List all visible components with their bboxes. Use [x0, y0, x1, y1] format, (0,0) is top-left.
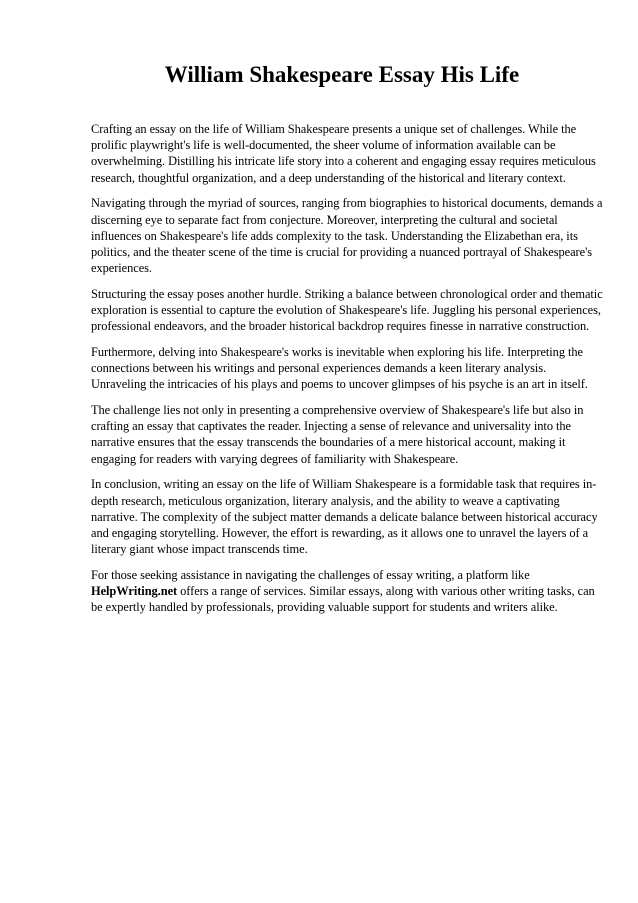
closing-text-before: For those seeking assistance in navigating the challenges of essay writing, a platform like [91, 567, 530, 582]
closing-text-after: offers a range of services. Similar essays, along with various other writing tasks, can be expertly handled by professionals, providing valuable support for students and writers alike. [91, 584, 595, 615]
paragraph-works: Furthermore, delving into Shakespeare's works is inevitable when exploring his life. Interpreting the connections between his writings and personal experiences demands a keen literary analysis. Unraveling the intricacies of his plays and poems to uncover glimpses of his psyche is an art in itself. [91, 344, 588, 392]
paragraph-conclusion: In conclusion, writing an essay on the life of William Shakespeare is a formidable task that requires in-depth research, meticulous organization, literary analysis, and the ability to weave a captivating narrative. The complexity of the subject matter demands a delicate balance between historical accuracy and engaging storytelling. However, the effort is rewarding, as it allows one to unravel the layers of a literary giant whose impact transcends time. [91, 477, 598, 557]
paragraph-intro: Crafting an essay on the life of William Shakespeare presents a unique set of challenges. While the prolific playwright's life is well-documented, the sheer volume of information available can be overwhelming. Distilling his intricate life story into a coherent and engaging essay requires meticulous research, thoughtful organization, and a deep understanding of the historical and literary context. [91, 122, 596, 185]
paragraph-sources: Navigating through the myriad of sources, ranging from biographies to historical documents, demands a discerning eye to separate fact from conjecture. Moreover, interpreting the cultural and societal influences on Shakespeare's life adds complexity to the task. Understanding the Elizabethan era, its politics, and the theater scene of the time is crucial for providing a nuanced portrayal of Shakespeare's experiences. [91, 196, 603, 276]
paragraph-structure: Structuring the essay poses another hurdle. Striking a balance between chronological order and thematic exploration is essential to capture the evolution of Shakespeare's life. Juggling his personal experiences, professional endeavors, and the broader historical backdrop requires finesse in narrative construction. [91, 286, 603, 334]
paragraph-closing [91, 567, 603, 616]
essay-body [91, 121, 603, 625]
paragraph-challenge: The challenge lies not only in presenting a comprehensive overview of Shakespeare's life but also in crafting an essay that captivates the reader. Injecting a sense of relevance and universality into the narrative ensures that the essay transcends the boundaries of a mere historical account, making it engaging for readers with varying degrees of familiarity with Shakespeare. [91, 403, 584, 466]
brand-name: HelpWriting.net [91, 584, 178, 599]
page-title: William Shakespeare Essay His Life [164, 62, 520, 87]
